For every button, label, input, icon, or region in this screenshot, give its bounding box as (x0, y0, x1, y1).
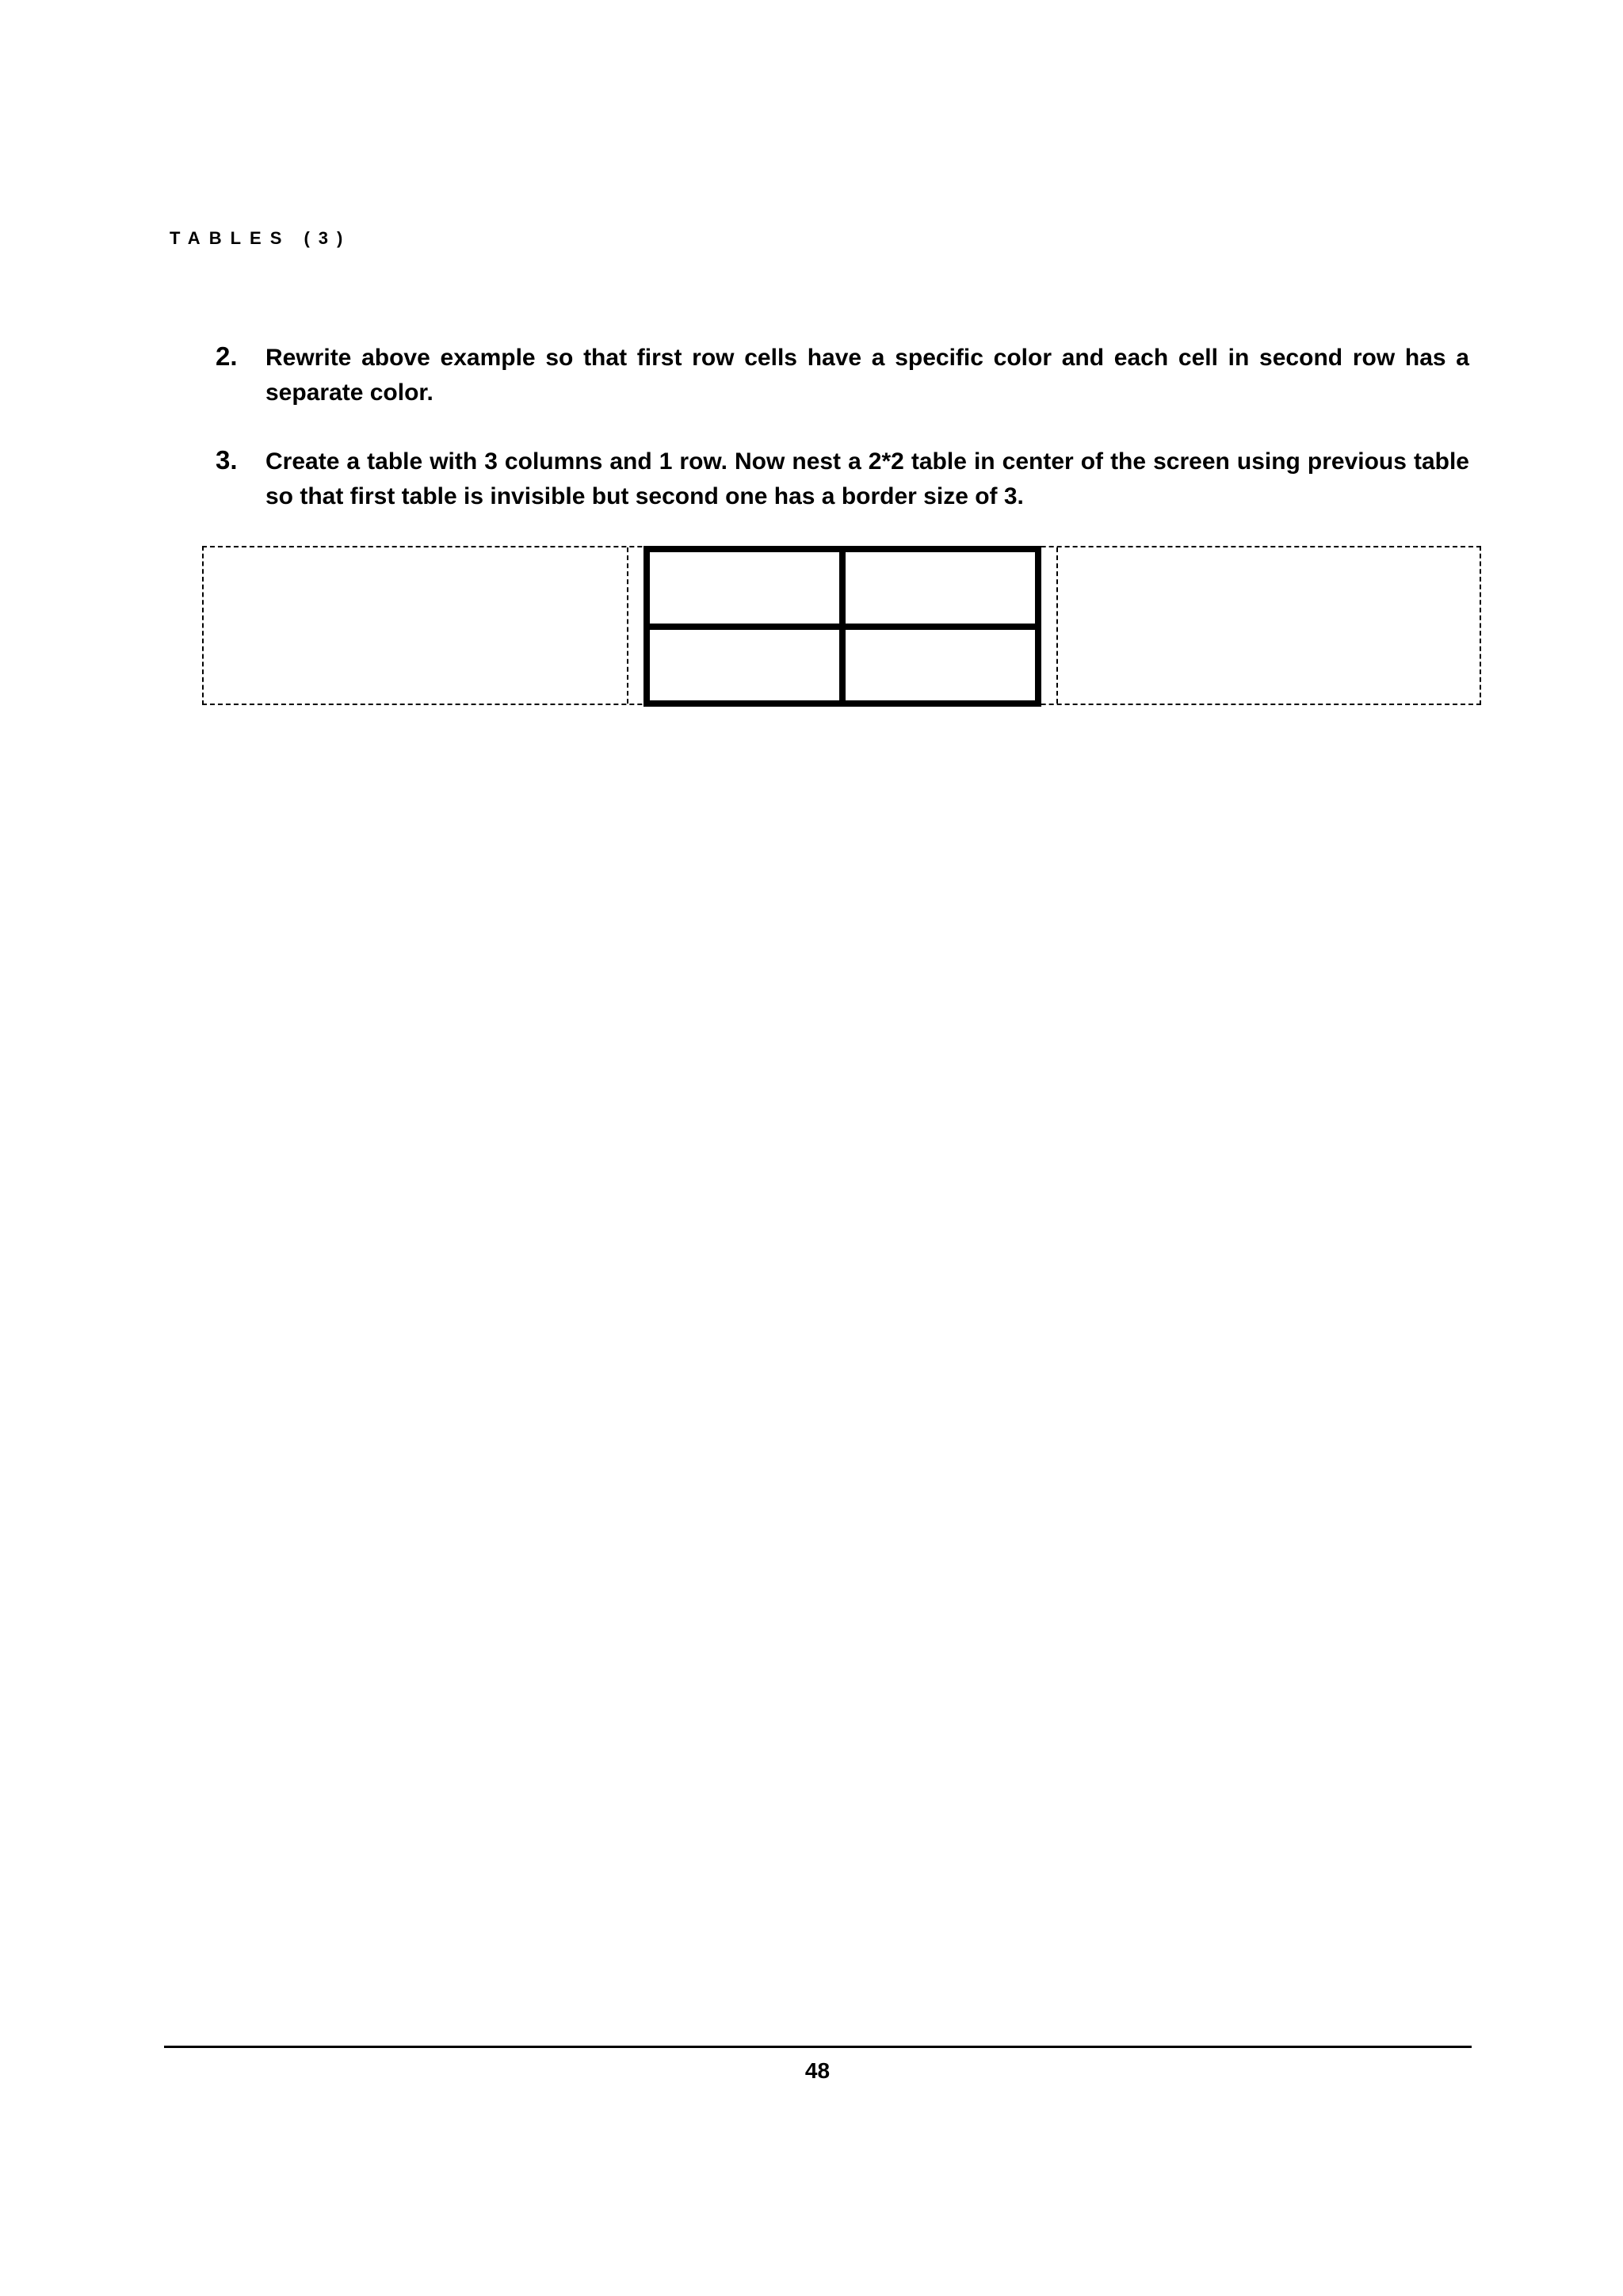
footer-rule (164, 2046, 1472, 2048)
exercise-item-2 (216, 341, 1469, 410)
table-cell (842, 627, 1038, 704)
table-cell (647, 549, 842, 627)
page-number: 48 (804, 2058, 831, 2083)
outer-cell-divider (1056, 547, 1058, 704)
section-title: TABLES (3) (170, 228, 352, 248)
table-row (647, 549, 1038, 627)
item-number: 2. (216, 341, 238, 371)
item-text: Rewrite above example so that first row cells have a specific color and each cell in second row has a separate color. (265, 345, 1469, 406)
item-number: 3. (216, 445, 238, 475)
item-text: Create a table with 3 columns and 1 row. Now nest a 2*2 table in center of the screen using previous table so that first table is invisible but second one has a border size of 3. (265, 448, 1469, 509)
table-row (647, 627, 1038, 704)
table-cell (647, 627, 842, 704)
nested-2x2-table (643, 546, 1041, 707)
outer-cell-divider (627, 547, 628, 704)
exercise-item-3 (216, 444, 1469, 514)
table-cell (842, 549, 1038, 627)
